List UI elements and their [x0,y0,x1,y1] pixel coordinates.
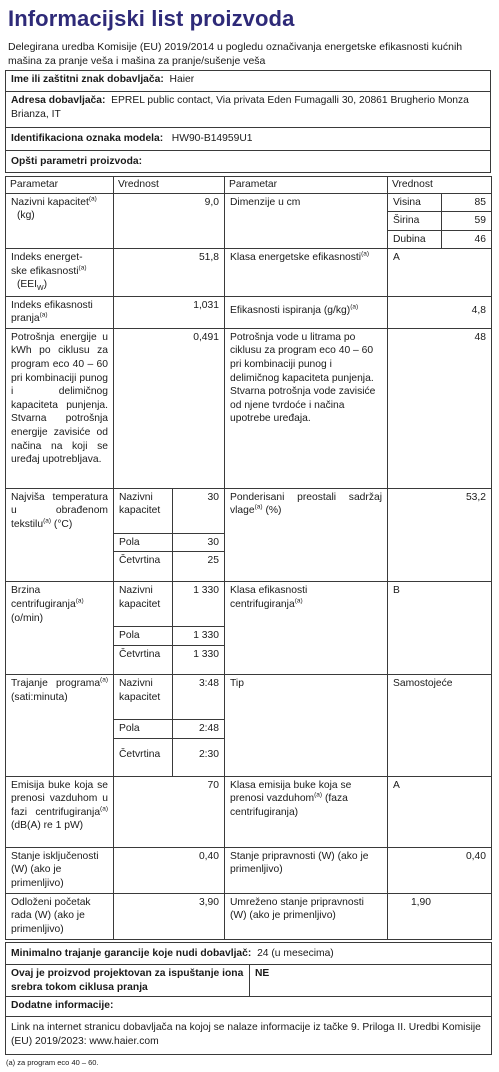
header-param-1: Parametar [6,177,114,194]
additional-info-text: Link na internet stranicu dobavljača na kojoj se nalaze informacije iz tačke 9. Priloga II. Uredbi Komisije (EU) 2019/2023: www.haier.com [6,1017,492,1055]
width-label: Širina [388,212,442,231]
warranty-cell: Minimalno trajanje garancije koje nudi dobavljač: 24 (u mesecima) [6,943,492,965]
spin-speed-quarter-value: 1 330 [173,646,225,675]
duration-quarter-value: 2:30 [173,738,225,776]
off-mode-label: Stanje isključenosti (W) (ako je primenljivo) [6,847,114,893]
washing-index-label: Indeks efikasnosti pranja$^{(a)}$ [6,296,114,328]
water-consumption-label: Potrošnja vode u litrama po ciklusu za program eco 40 – 60 pri kombinaciji punog i delimičnog kapaciteta punjenja. Stvarna potrošnja vode zavisiće od njene tvrdoće i načina upotrebe uređaja. [225,328,388,488]
duration-full-value: 3:48 [173,675,225,720]
washing-index-value: 1,031 [114,296,225,328]
max-temp-full-value: 30 [173,488,225,533]
duration-half-value: 2:48 [173,720,225,739]
spin-speed-half-label: Pola [114,627,173,646]
header-value-2: Vrednost [388,177,492,194]
supplier-name-cell: Ime ili zaštitni znak dobavljača: Haier [6,71,491,92]
footer-table [5,942,492,1055]
delay-start-value: 3,90 [114,893,225,939]
silver-label: Ovaj je proizvod projektovan za ispuštanje iona srebra tokom ciklusa pranja [6,965,250,997]
regulation-text: Delegirana uredba Komisije (EU) 2019/2014 u pogledu označivanja energetske efikasnosti kućnih mašina za pranje veša i mašina za pranje/sušenje veša [8,41,463,67]
network-standby-value: 1,90 [388,893,492,939]
delay-start-label: Odloženi početak rada (W) (ako je primenljivo) [6,893,114,939]
spin-speed-quarter-label: Četvrtina [114,646,173,675]
depth-label: Dubina [388,230,442,249]
energy-consumption-value: 0,491 [114,328,225,488]
max-temp-half-label: Pola [114,533,173,552]
capacity-label: Nazivni kapacitet$^{(a)}$ (kg) [6,193,114,249]
depth-value: 46 [442,230,492,249]
moisture-value: 53,2 [388,488,492,582]
capacity-value: 9,0 [114,193,225,249]
header-value-1: Vrednost [114,177,225,194]
page-title: Informacijski list proizvoda [8,6,295,31]
max-temp-quarter-label: Četvrtina [114,552,173,582]
supplier-address-cell: Adresa dobavljača: EPREL public contact, Via privata Eden Fumagalli 30, 20861 Brugherio Monza Brianza, IT [6,92,491,128]
network-standby-label: Umreženo stanje pripravnosti (W) (ako je primenljivo) [225,893,388,939]
max-temp-quarter-value: 25 [173,552,225,582]
energy-class-value: A [388,249,492,296]
spin-speed-label: Brzina centrifugiranja$^{(a)}$ (o/min) [6,582,114,675]
type-label: Tip [225,675,388,777]
max-temp-half-value: 30 [173,533,225,552]
spin-class-value: B [388,582,492,675]
silver-value: NE [250,965,492,997]
height-value: 85 [442,193,492,212]
width-value: 59 [442,212,492,231]
off-mode-value: 0,40 [114,847,225,893]
max-temp-full-label: Nazivni kapacitet [114,488,173,533]
spin-speed-full-value: 1 330 [173,582,225,627]
spin-speed-full-label: Nazivni kapacitet [114,582,173,627]
noise-label: Emisija buke koja se prenosi vazduhom u fazi centrifugiranja$^{(a)}$ (dB(A) re 1 pW) [6,776,114,847]
water-consumption-value: 48 [388,328,492,488]
duration-label: Trajanje programa$^{(a)}$ (sati:minuta) [6,675,114,777]
noise-class-label: Klasa emisija buke koja se prenosi vazduhom$^{(a)}$ (faza centrifugiranja) [225,776,388,847]
duration-quarter-label: Četvrtina [114,738,173,776]
noise-value: 70 [114,776,225,847]
additional-info-label: Dodatne informacije: [6,997,492,1017]
supplier-table [5,70,491,173]
energy-consumption-label: Potrošnja energije u kWh po ciklusu za program eco 40 – 60 pri kombinaciji punog i delimičnog kapaciteta punjenja. Stvarna potrošnja energije zavisiće od načina na koji se uređaj upotrebljava. [6,328,114,488]
header-param-2: Parametar [225,177,388,194]
spin-speed-half-value: 1 330 [173,627,225,646]
duration-half-label: Pola [114,720,173,739]
noise-class-value: A [388,776,492,847]
type-value: Samostojeće [388,675,492,777]
parameters-table [5,176,492,940]
general-title-cell: Opšti parametri proizvoda: [6,151,491,173]
footnote: (a) za program eco 40 – 60. [6,1058,99,1067]
rinsing-label: Efikasnosti ispiranja $(g/kg)^{(a)}$ [225,296,388,328]
height-label: Visina [388,193,442,212]
duration-full-label: Nazivni kapacitet [114,675,173,720]
moisture-label: Ponderisani preostali sadržaj vlage$^{(a)}$ (%) [225,488,388,582]
model-cell: Identifikaciona oznaka modela: HW90-B14959U1 [6,128,491,151]
energy-class-label: Klasa energetske efikasnosti$^{(a)}$ [225,249,388,296]
eei-label: Indeks energet- ske efikasnosti$^{(a)}$ $(EEI_W)$ [6,249,114,296]
standby-value: 0,40 [388,847,492,893]
spin-class-label: Klasa efikasnosti centrifugiranja$^{(a)}$ [225,582,388,675]
eei-value: 51,8 [114,249,225,296]
dimensions-label: Dimenzije u cm [225,193,388,249]
standby-label: Stanje pripravnosti (W) (ako je primenljivo) [225,847,388,893]
rinsing-value: 4,8 [388,296,492,328]
max-temp-label: Najviša temperatura u obrađenom tekstilu$^{(a)}$ (°C) [6,488,114,582]
